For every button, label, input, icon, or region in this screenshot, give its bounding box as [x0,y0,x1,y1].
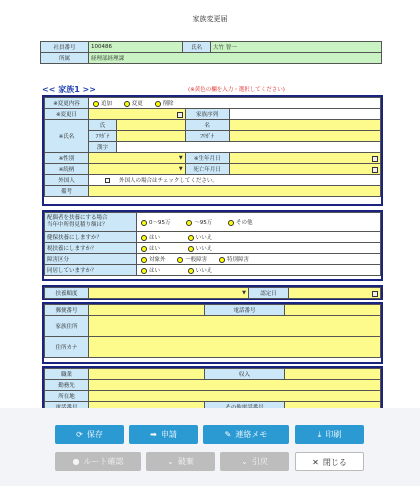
radio-no[interactable] [188,268,194,274]
location-label: 所在地 [45,391,89,402]
download-icon: ⤓ [317,430,322,439]
page-title: 家族変更届 [192,15,228,23]
support-table [44,287,381,299]
certified-date-input[interactable] [289,288,381,299]
surname-kana-input[interactable] [117,131,186,142]
employment-table [44,368,381,413]
radio-none[interactable] [141,257,147,263]
address-input[interactable] [89,316,381,337]
apply-button[interactable]: ➡ 申請 [129,425,198,444]
retract-button[interactable]: ⌄ 引戻 [220,452,289,471]
memo-button[interactable]: ✎ 連絡メモ [203,425,289,444]
family-basic-table [44,97,381,197]
tax-dependent-label: 税扶養にしますか？ [45,243,137,254]
address-label: 家族住所 [45,316,89,337]
birth-date-label: ※生年月日 [185,153,229,164]
phone-label: 電話番号 [205,305,285,316]
employee-no-value: 100486 [89,42,183,53]
radio-income-2[interactable] [186,220,192,226]
surname-input[interactable] [117,120,186,131]
income-radios[interactable]: 0～95万 ～95万 その他 [137,213,381,232]
kanji-label: 漢字 [89,142,117,153]
relation-label: ※続柄 [45,164,89,175]
family-order-value [229,109,380,120]
gender-select[interactable] [89,153,186,164]
calendar-icon[interactable] [372,291,378,297]
print-button[interactable]: ⤓ 印刷 [295,425,364,444]
given-name-input[interactable] [229,120,380,131]
cohabiting-label: 同居していますか？ [45,265,137,276]
radio-no[interactable] [188,246,194,252]
cohabiting-radios[interactable]: はい いいえ [137,265,381,276]
employee-no-label: 社員番号 [41,42,89,53]
income-amount-label: 収入 [205,369,285,380]
instruction-note: (※黄色の欄を入力・選択してください) [188,87,285,93]
chevron-down-icon: ▼ [242,290,246,296]
postal-label: 郵便番号 [45,305,89,316]
job-label: 職業 [45,369,89,380]
radio-change[interactable] [124,101,130,107]
postal-input[interactable] [89,305,205,316]
radio-yes[interactable] [141,246,147,252]
calendar-icon[interactable] [177,112,183,118]
tax-dependent-radios[interactable]: はい いいえ [137,243,381,254]
location-input[interactable] [89,391,381,402]
dept-value: 経理部経理課 [89,53,382,64]
disability-radios[interactable]: 対象外 一般障害 特別障害 [137,254,381,265]
discard-button[interactable]: ⌄ 破棄 [146,452,215,471]
birth-date-input[interactable] [229,153,380,164]
close-icon: ✕ [312,458,319,467]
radio-no[interactable] [188,235,194,241]
arrow-right-icon: ➡ [150,430,157,439]
save-button[interactable]: ⟳ 保存 [55,425,124,444]
radio-income-3[interactable] [228,220,234,226]
health-insurance-radios[interactable]: はい いいえ [137,232,381,243]
calendar-icon[interactable] [372,167,378,173]
radio-general[interactable] [177,257,183,263]
death-date-input[interactable] [229,164,380,175]
change-date-input[interactable] [89,109,186,120]
kana-label-2: ﾌﾘｶﾞﾅ [185,131,229,142]
refresh-icon: ⟳ [76,430,83,439]
death-date-label: 死亡年月日 [185,164,229,175]
change-type-label: ※変更内容 [45,98,89,109]
dept-label: 所属 [41,53,89,64]
address-table [44,304,381,358]
employee-header [40,41,382,64]
change-type-radios[interactable]: 追加 変更 削除 [89,98,381,109]
income-amount-input[interactable] [285,369,381,380]
given-kana-input[interactable] [229,131,380,142]
chevron-down-icon: ▼ [178,155,183,161]
support-order-select[interactable] [89,288,249,299]
chevron-down-icon: ⌄ [241,457,248,466]
kana-label: ﾌﾘｶﾞﾅ [89,131,117,142]
radio-special[interactable] [219,257,225,263]
foreigner-field[interactable]: 外国人の場合はチェックしてください。 [89,175,381,186]
address-kana-label: 住所カナ [45,337,89,358]
phone-input[interactable] [285,305,381,316]
address-kana-input[interactable] [89,337,381,358]
support-order-label: 扶養順度 [45,288,89,299]
calendar-icon[interactable] [372,156,378,162]
job-input[interactable] [89,369,205,380]
name-label: 氏名 [183,42,211,53]
disability-label: 障害区分 [45,254,137,265]
gender-label: ※性別 [45,153,89,164]
given-name-label: 名 [185,120,229,131]
radio-add[interactable] [93,101,99,107]
remarks-input[interactable] [89,186,381,197]
full-name-label: ※氏名 [45,120,89,153]
route-check-button[interactable]: ● ルート確認 [55,452,141,471]
close-button[interactable]: ✕ 閉じる [295,452,364,471]
family-heading: << 家族1 >> [42,85,96,94]
pencil-icon: ✎ [224,430,232,439]
chevron-down-icon: ⌄ [167,457,174,466]
change-date-label: ※変更日 [45,109,89,120]
family-order-label: 家族序列 [185,109,229,120]
user-icon: ● [72,457,80,466]
radio-delete[interactable] [155,101,161,107]
income-label: 配偶者を扶養にする場合 当年中所得見積り額は？ [45,213,137,232]
foreigner-checkbox[interactable] [105,178,110,183]
relation-select[interactable] [89,164,186,175]
kanji-value [117,142,381,153]
radio-income-1[interactable] [141,220,147,226]
radio-yes[interactable] [141,235,147,241]
workplace-label: 勤務先 [45,380,89,391]
chevron-down-icon: ▼ [178,166,183,172]
workplace-input[interactable] [89,380,381,391]
surname-label: 氏 [89,120,117,131]
radio-yes[interactable] [141,268,147,274]
name-value: 大竹 智一 [211,42,382,53]
health-insurance-label: 健保扶養にしますか？ [45,232,137,243]
remarks-label: 備考 [45,186,89,197]
footer-toolbar [0,408,420,486]
certified-date-label: 認定日 [249,288,289,299]
foreigner-label: 外国人 [45,175,89,186]
dependency-table [44,212,381,276]
